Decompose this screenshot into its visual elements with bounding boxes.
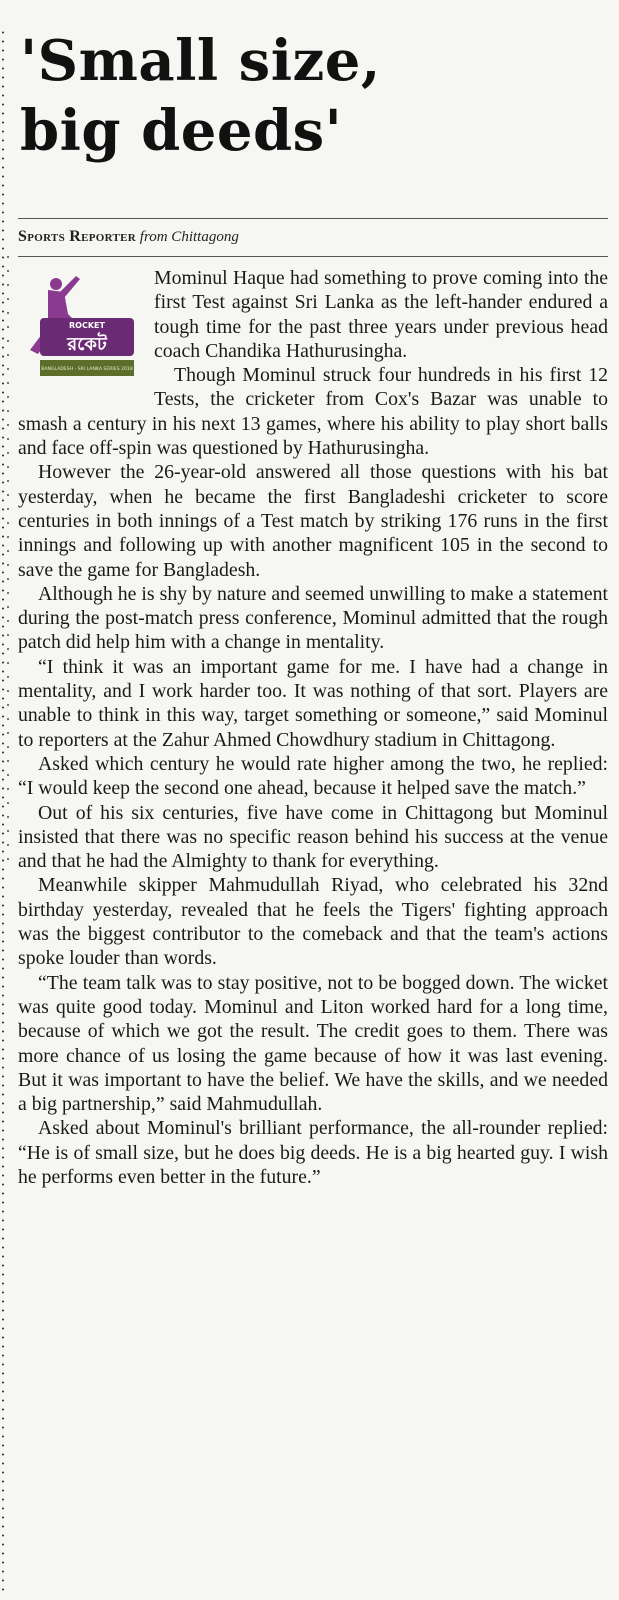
paragraph-1: Mominul Haque had something to prove coming into the first Test against Sri Lanka as the left-hander endured a tough time for the past three years under previous head coach Chandika Hathurusingha. <box>154 267 608 362</box>
headline-line-1: 'Small size, <box>20 28 381 94</box>
paragraph-8: Meanwhile skipper Mahmudullah Riyad, who celebrated his 32nd birthday yesterday, revealed that he feels the Tigers' fighting approach was the biggest contributor to the comeback and that the team's actions spoke louder than words. <box>18 874 608 970</box>
byline <box>18 228 608 246</box>
logo-text-top: ROCKET <box>69 321 105 330</box>
paragraph-2: Though Mominul struck four hundreds in his first 12 Tests, the cricketer from Cox's Bazar was unable to smash a century in his next 13 games, where his ability to play short balls and face off-spin was questioned by Hathurusingha. <box>18 364 608 460</box>
byline-reporter: Sports Reporter <box>18 228 137 245</box>
article-body <box>18 266 608 1189</box>
paragraph-3: However the 26-year-old answered all those questions with his bat yesterday, when he became the first Bangladeshi cricketer to score centuries in both innings of a Test match by striking 176 runs in the first innings and following up with another magnificent 105 in the second to save the game for Bangladesh. <box>18 461 608 581</box>
headline <box>20 26 610 166</box>
logo-badge <box>40 318 134 356</box>
byline-from: from Chittagong <box>139 229 239 245</box>
logo-text-main: রকেট <box>67 334 107 355</box>
paragraph-4: Although he is shy by nature and seemed unwilling to make a statement during the post-match press conference, Mominul admitted that the rough patch did help him with a change in mentality. <box>18 582 608 654</box>
column-divider-dots <box>7 250 9 870</box>
rocket-series-logo <box>18 270 140 382</box>
paragraph-5: “I think it was an important game for me. I have had a change in mentality, and I work harder too. It was nothing of that sort. Players are unable to think in this way, target something or someone,” said Mominul to reporters at the Zahur Ahmed Chowdhury stadium in Chittagong. <box>18 655 608 751</box>
page-border-dots <box>2 28 4 1592</box>
headline-line-2: big deeds' <box>20 98 343 164</box>
divider-top <box>18 218 608 219</box>
logo-text-bottom: BANGLADESH - SRI LANKA SERIES 2018 <box>41 367 133 372</box>
paragraph-6: Asked which century he would rate higher among the two, he replied: “I would keep the second one ahead, because it helped save the match.” <box>18 752 608 800</box>
paragraph-7: Out of his six centuries, five have come in Chittagong but Mominul insisted that there was no specific reason behind his success at the venue and that he had the Almighty to thank for everything. <box>18 801 608 873</box>
paragraph-9: “The team talk was to stay positive, not to be bogged down. The wicket was quite good today. Mominul and Liton worked hard for a long time, because of which we got the result. The credit goes to them. There was more chance of us losing the game because of how it was last evening. But it was important to have the belief. We have the skills, and we needed a big partnership,” said Mahmudullah. <box>18 971 608 1116</box>
paragraph-10: Asked about Mominul's brilliant performance, the all-rounder replied: “He is of small size, but he does big deeds. He is a big hearted guy. I wish he performs even better in the future.” <box>18 1117 608 1188</box>
divider-bottom <box>18 256 608 257</box>
